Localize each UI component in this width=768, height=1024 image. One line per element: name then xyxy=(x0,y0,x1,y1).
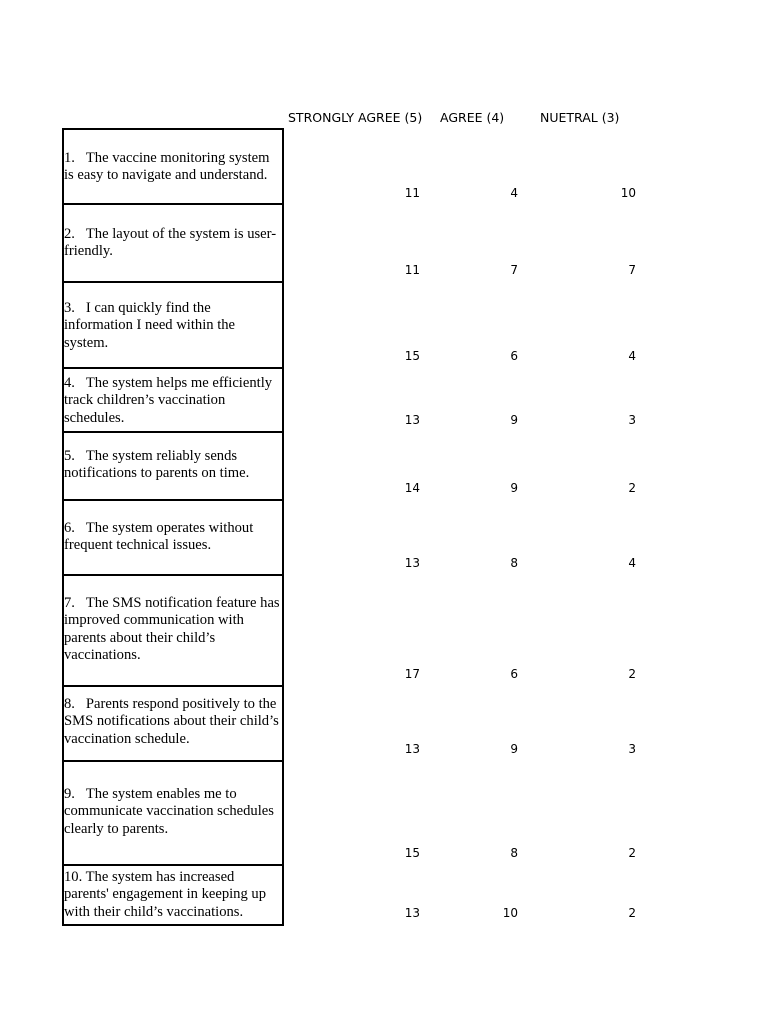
count-neutral: 3 xyxy=(628,413,636,427)
statement-text: 9. The system enables me to communicate vaccination schedules clearly to parents. xyxy=(64,786,274,837)
statement-text: 3. I can quickly find the information I need within the system. xyxy=(64,300,236,351)
count-neutral: 2 xyxy=(628,846,636,860)
statement-text: 2. The layout of the system is user-friendly. xyxy=(64,226,277,260)
statement-text: 6. The system operates without frequent technical issues. xyxy=(64,520,254,554)
count-strongly-agree: 15 xyxy=(404,349,420,363)
count-agree: 4 xyxy=(510,186,518,200)
statement-row xyxy=(64,866,282,926)
count-agree: 10 xyxy=(502,906,518,920)
count-agree: 8 xyxy=(510,556,518,570)
header-agree: AGREE (4) xyxy=(440,110,505,125)
count-strongly-agree: 13 xyxy=(404,556,420,570)
count-agree: 9 xyxy=(510,742,518,756)
count-strongly-agree: 17 xyxy=(404,667,420,681)
statement-text: 8. Parents respond positively to the SMS notifications about their child’s vaccination schedule. xyxy=(64,696,279,747)
statement-text: 4. The system helps me efficiently track children’s vaccination schedules. xyxy=(64,375,273,426)
statement-row xyxy=(64,433,282,501)
statement-row xyxy=(64,283,282,369)
statement-text: 1. The vaccine monitoring system is easy to navigate and understand. xyxy=(64,150,270,184)
header-strongly-agree: STRONGLY AGREE (5) xyxy=(288,110,423,125)
statement-row xyxy=(64,762,282,866)
statement-text: 7. The SMS notification feature has improved communication with parents about their child’s vaccinations. xyxy=(64,595,280,663)
count-strongly-agree: 14 xyxy=(404,481,420,495)
count-neutral: 10 xyxy=(620,186,636,200)
count-strongly-agree: 15 xyxy=(404,846,420,860)
count-strongly-agree: 13 xyxy=(404,906,420,920)
count-strongly-agree: 13 xyxy=(404,742,420,756)
count-agree: 8 xyxy=(510,846,518,860)
statement-text: 5. The system reliably sends notifications to parents on time. xyxy=(64,448,250,482)
count-strongly-agree: 13 xyxy=(404,413,420,427)
statement-row xyxy=(64,205,282,283)
count-agree: 6 xyxy=(510,667,518,681)
count-agree: 7 xyxy=(510,263,518,277)
statement-row xyxy=(64,687,282,762)
statements-table xyxy=(62,128,284,926)
statement-row xyxy=(64,369,282,433)
count-strongly-agree: 11 xyxy=(404,186,420,200)
statement-row xyxy=(64,576,282,687)
count-strongly-agree: 11 xyxy=(404,263,420,277)
count-neutral: 3 xyxy=(628,742,636,756)
count-neutral: 4 xyxy=(628,556,636,570)
statement-row xyxy=(64,130,282,205)
count-neutral: 4 xyxy=(628,349,636,363)
count-agree: 9 xyxy=(510,481,518,495)
count-neutral: 2 xyxy=(628,906,636,920)
count-agree: 6 xyxy=(510,349,518,363)
statement-text: 10. The system has increased parents' engagement in keeping up with their child’s vaccinations. xyxy=(64,869,267,920)
header-neutral: NUETRAL (3) xyxy=(540,110,620,125)
count-neutral: 2 xyxy=(628,481,636,495)
count-neutral: 2 xyxy=(628,667,636,681)
statement-row xyxy=(64,501,282,576)
count-agree: 9 xyxy=(510,413,518,427)
count-neutral: 7 xyxy=(628,263,636,277)
